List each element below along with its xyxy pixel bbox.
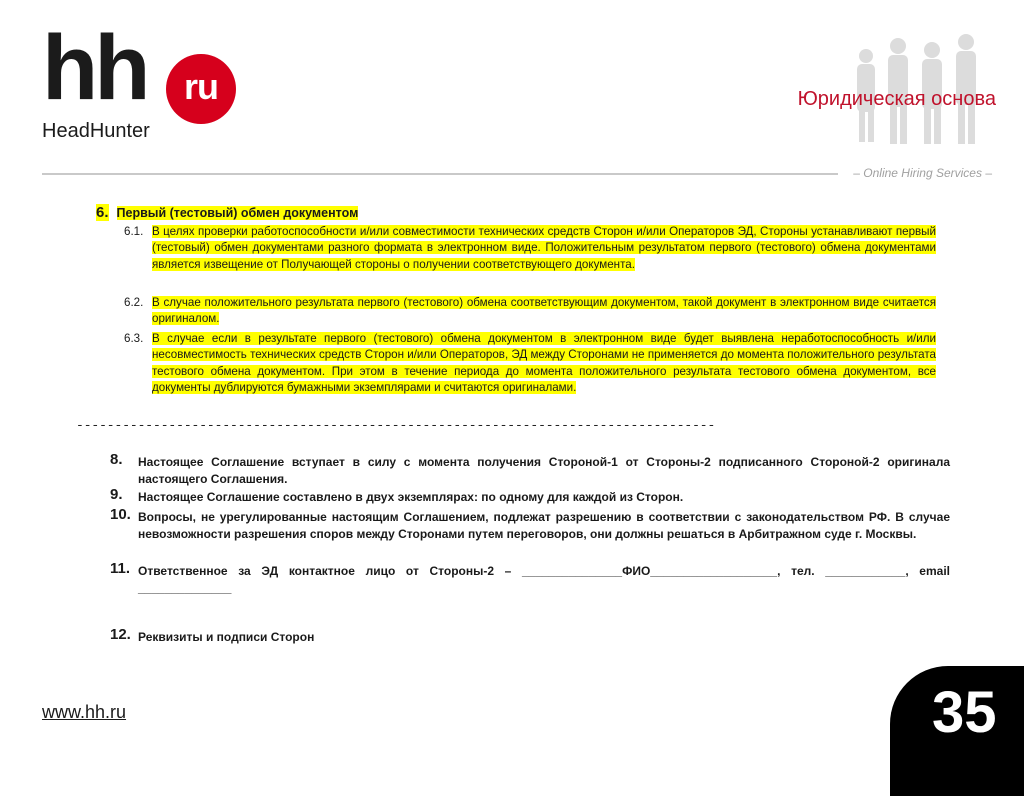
item-text: Настоящее Соглашение составлено в двух экземплярах: по одному для каждой из Сторон. [138, 490, 684, 504]
clause-text: В случае положительного результата первого (тестового) обмена соответствующим документом, такой документ в электронном виде считается оригиналом. [152, 296, 936, 326]
clause-number: 6.2. [124, 296, 144, 309]
item-10 [110, 506, 950, 542]
section-6-number: 6. [96, 204, 109, 221]
item-number: 10. [110, 506, 131, 523]
clause-number: 6.1. [124, 225, 144, 238]
clause-text: В случае если в результате первого (тестового) обмена документом в электронном виде будет выявлена неработоспособность и/или несовместимость технических средств Сторон и/или Операторов, ЭД между Сторонами не применяется до момента положительного результата тестового обмена документом. При этом в течение периода до момента положительного результата тестового обмена документом, все документы дублируются бумажными экземплярами и считаются оригиналами. [152, 332, 936, 394]
dashed-separator [76, 416, 798, 430]
tagline-text: Online Hiring Services [863, 166, 982, 180]
section-6-title: Первый (тестовый) обмен документом [116, 206, 359, 220]
separator-text: ----------------------------------------------------------------------------------- [76, 418, 716, 430]
item-text: Ответственное за ЭД контактное лицо от Стороны-2 – _______________ФИО___________________, тел. ____________, email ______________ [138, 564, 950, 595]
slide-title: Юридическая основа [797, 88, 996, 110]
tagline: – Online Hiring Services – [853, 166, 992, 180]
item-12 [110, 626, 950, 646]
clause-6-1 [124, 224, 936, 273]
clause-6-3 [124, 331, 936, 396]
page-number: 35 [932, 680, 997, 745]
clause-text: В целях проверки работоспособности и/или совместимости технических средств Сторон и/или Операторов ЭД, Стороны устанавливают первый (тестовый) обмен документами разного формата в электронном виде. Положительным результатом первого (тестового) обмена документами является извещение от Получающей стороны о получении соответствующего документа. [152, 225, 936, 271]
item-9 [110, 486, 950, 506]
item-text: Вопросы, не урегулированные настоящим Соглашением, подлежат разрешению в соответствии с законодательством РФ. В случае невозможности разрешения споров между Сторонами путем переговоров, они должны решаться в Арбитражном суде г. Москвы. [138, 510, 950, 541]
website-link[interactable]: www.hh.ru [42, 702, 127, 722]
item-11 [110, 560, 950, 596]
logo-ru-badge: ru [166, 54, 236, 124]
section-6-heading [96, 204, 358, 221]
logo-hh-text: hh [42, 17, 147, 119]
item-text: Настоящее Соглашение вступает в силу с момента получения Стороной-1 от Стороны-2 подписанного Стороной-2 оригинала настоящего Соглашения. [138, 455, 950, 486]
item-text: Реквизиты и подписи Сторон [138, 630, 315, 644]
logo-subtitle: HeadHunter [42, 120, 150, 142]
item-number: 12. [110, 626, 131, 643]
item-number: 11. [110, 560, 131, 577]
clause-6-2 [124, 295, 936, 328]
item-number: 8. [110, 451, 123, 468]
clause-number: 6.3. [124, 332, 144, 345]
item-number: 9. [110, 486, 123, 503]
item-8 [110, 451, 950, 487]
